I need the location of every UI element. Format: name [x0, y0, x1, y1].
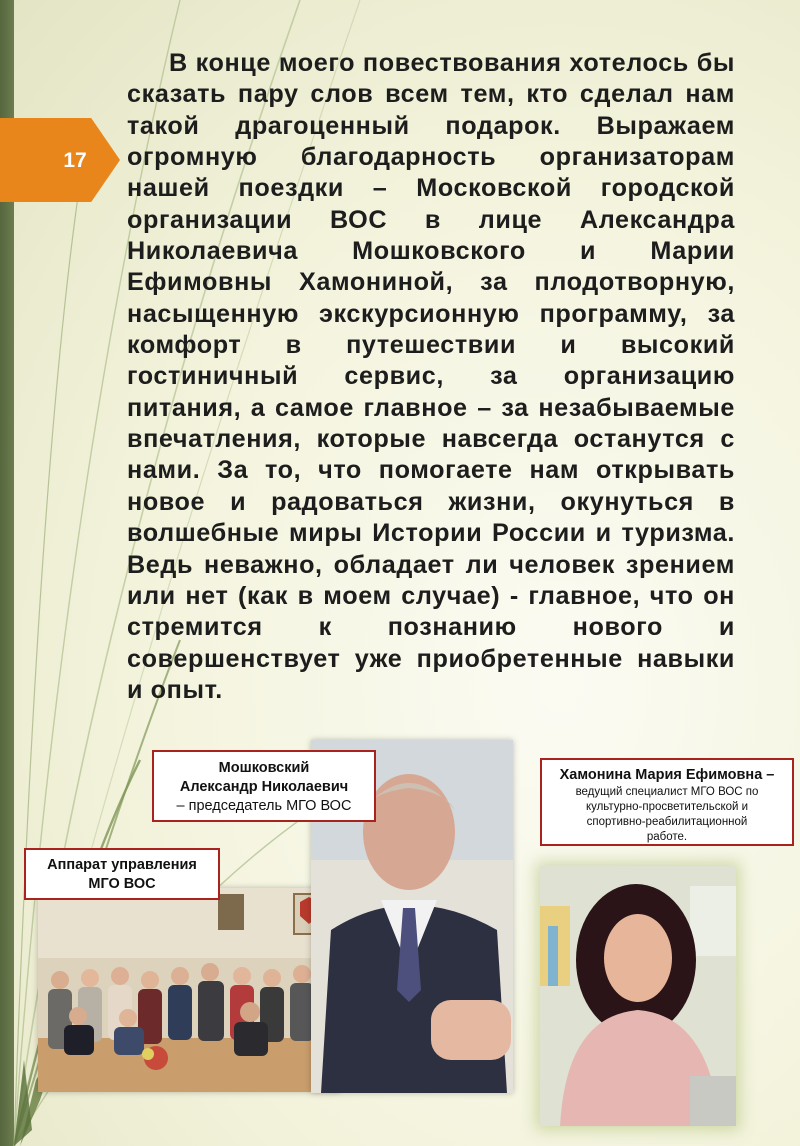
caption-apparatus-line-1: Аппарат управления — [47, 857, 197, 873]
caption-apparatus-line-2: МГО ВОС — [88, 876, 156, 892]
body-paragraph: В конце моего повествования хотелось бы сказать пару слов всем тем, кто сделал нам такой драгоценный подарок. Выражаем огромную благодарность организаторам нашей поездки – Московской городской организации ВОС в лице Александра Николаевича Мошковского и Марии Ефимовны Хамониной, за плодотворную, насыщенную экскурсионную программу, за комфорт в путешествии и высокий гостиничный сервис, за организацию питания, а самое главное – за незабываемые впечатления, которые навсегда останутся с нами. За то, что помогаете нам открывать новое и радоваться жизни, окунуться в волшебные миры Истории России и туризма. Ведь неважно, обладает ли человек зрением или нет (как в моем случае) - главное, что он стремится к познанию нового и совершенствует уже приобретенные навыки и опыт. — [127, 49, 735, 704]
caption-khamonina — [540, 758, 794, 846]
page-number: 17 — [63, 149, 87, 172]
caption-khamonina-name: Хамонина Мария Ефимовна – — [559, 767, 775, 783]
photo-khamonina — [540, 866, 736, 1126]
caption-khamonina-role-2: культурно-просветительской и — [585, 801, 749, 813]
caption-moshkovsky-role: – председатель МГО ВОС — [176, 798, 352, 814]
caption-khamonina-role-4: работе. — [646, 831, 688, 843]
caption-moshkovsky — [152, 750, 376, 822]
caption-apparatus — [24, 848, 220, 900]
caption-khamonina-role-3: спортивно-реабилитационной — [586, 816, 748, 828]
caption-khamonina-role-1: ведущий специалист МГО ВОС по — [575, 786, 759, 798]
photo-management-staff — [38, 888, 340, 1092]
caption-moshkovsky-name-2: Александр Николаевич — [179, 779, 349, 795]
caption-moshkovsky-name-1: Мошковский — [218, 760, 310, 776]
